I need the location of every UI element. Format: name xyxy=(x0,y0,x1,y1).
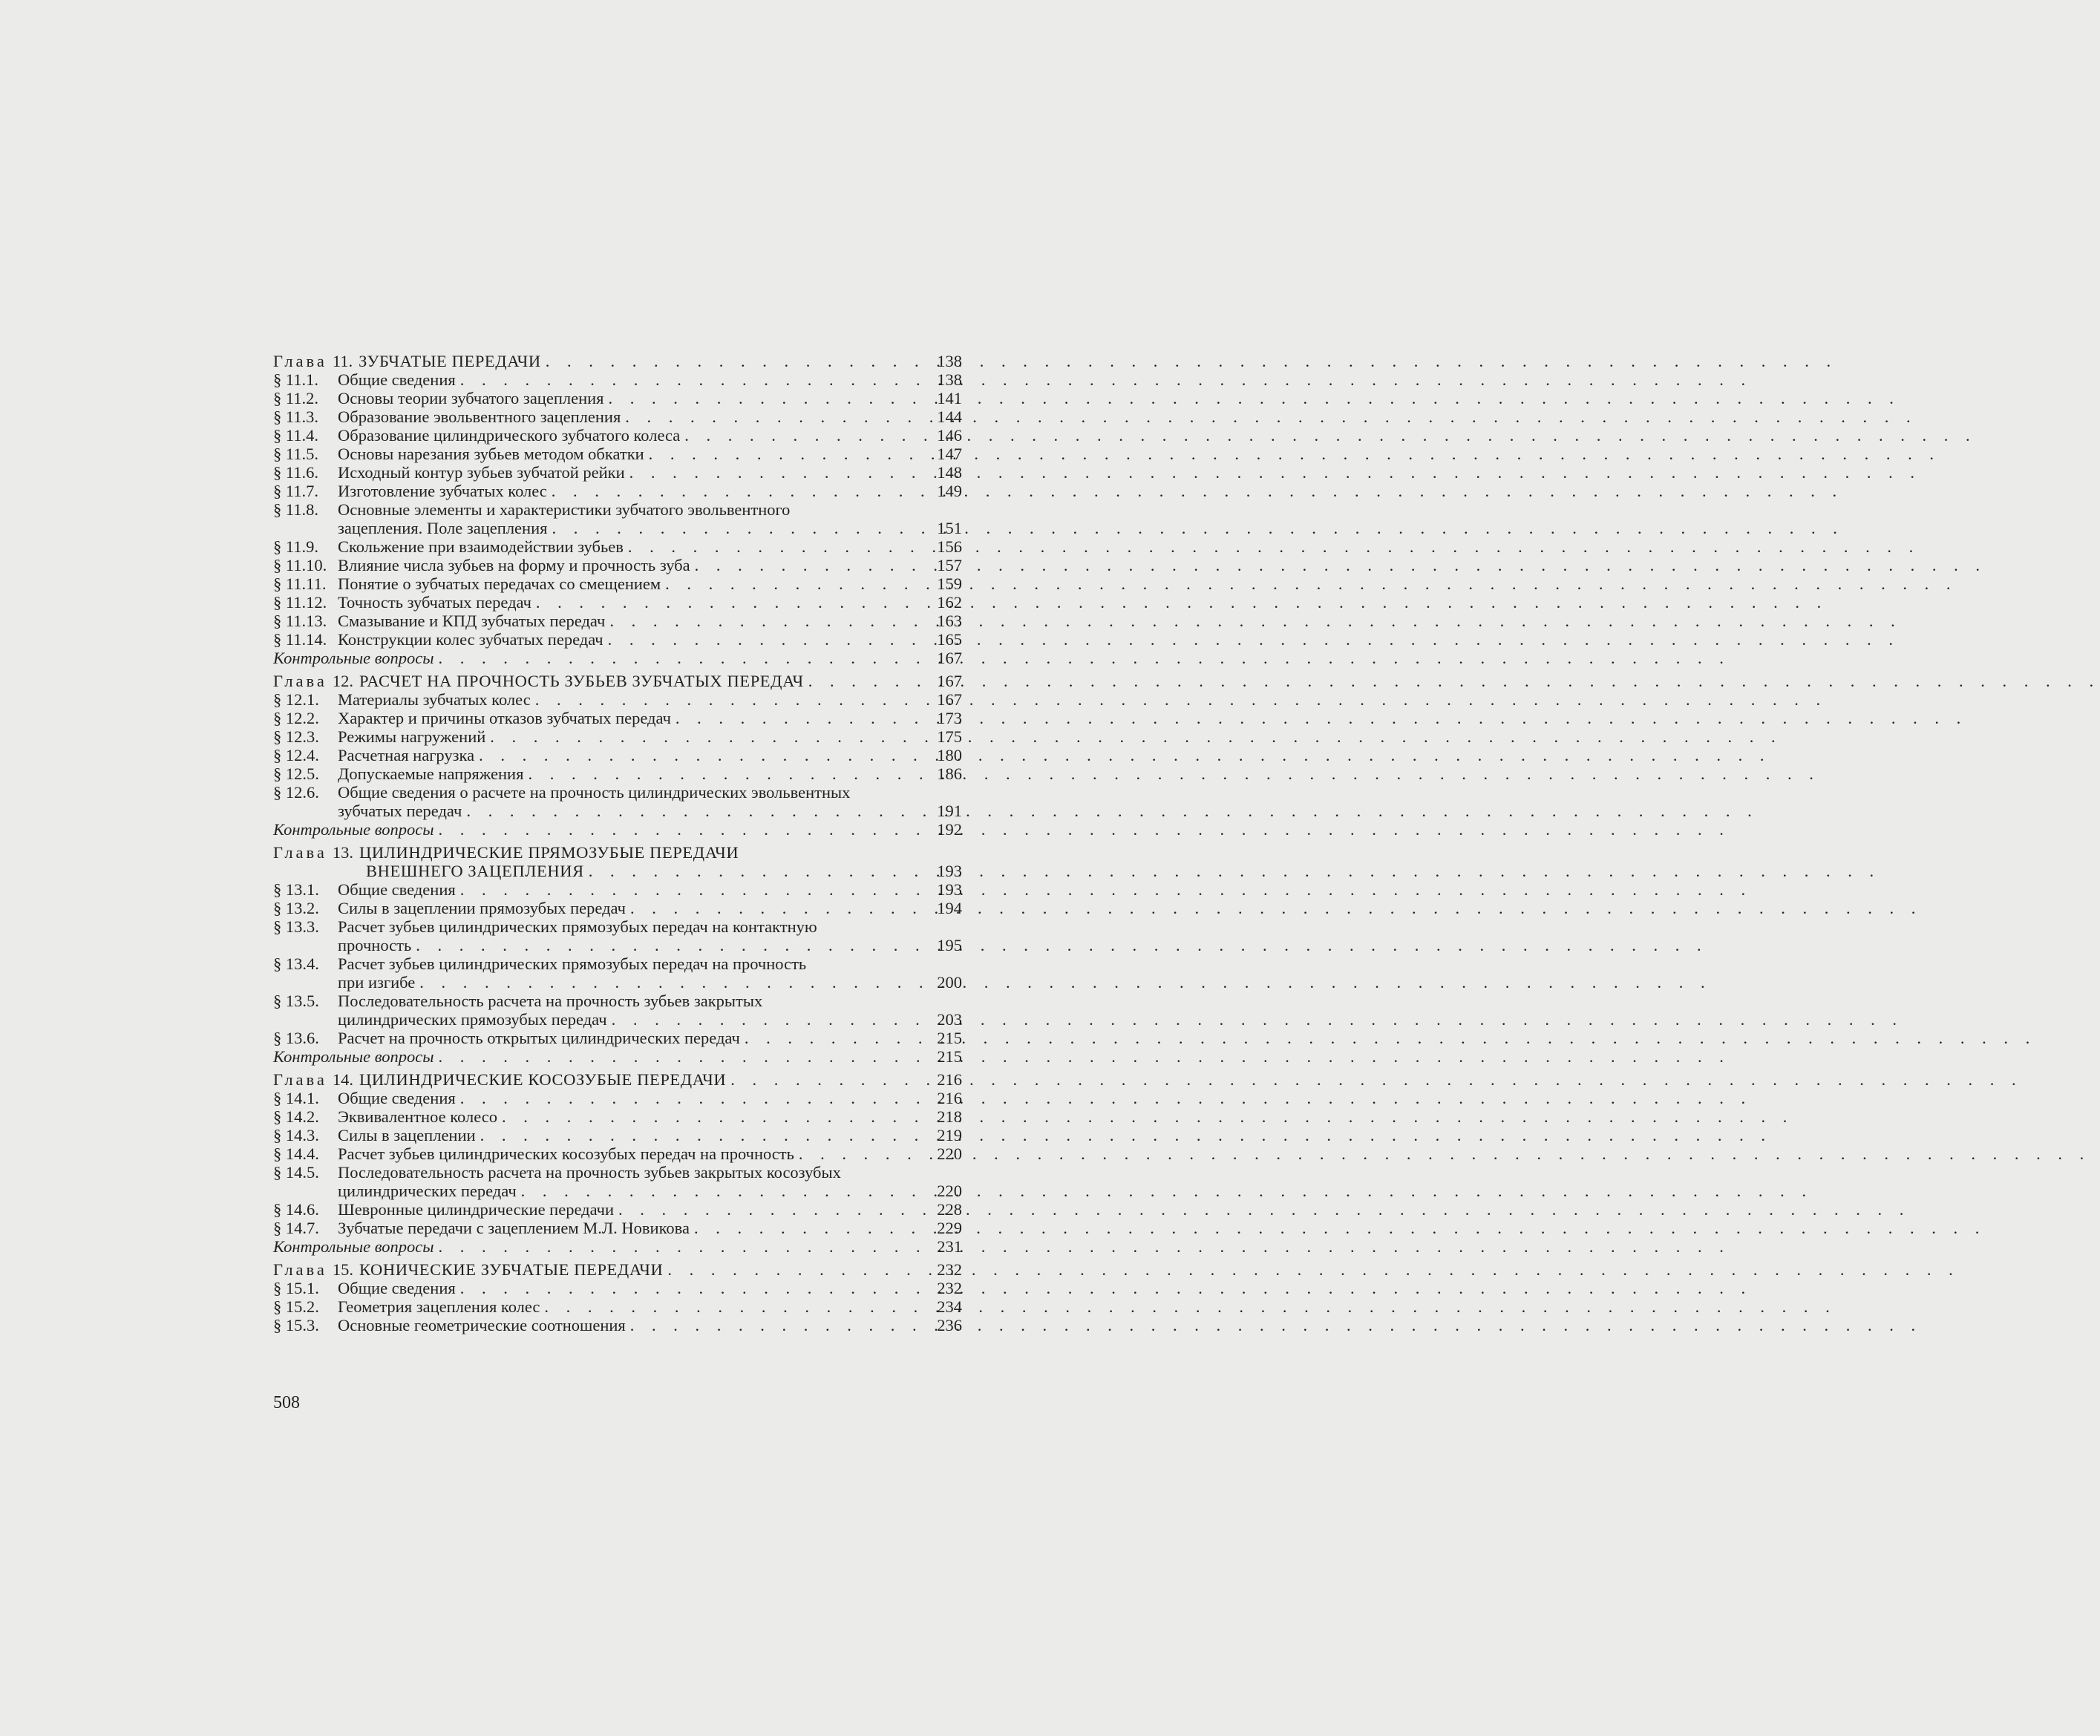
chapter-number: 15. xyxy=(332,1260,353,1279)
section-number: § 13.4. xyxy=(273,954,319,973)
section-title: Расчет зубьев цилиндрических косозубых передач на прочность xyxy=(338,1144,794,1163)
chapter-heading xyxy=(273,672,962,690)
section-title: Образование эвольвентного зацепления xyxy=(338,407,621,426)
section-number: § 11.14. xyxy=(273,630,327,649)
page-number: 167 xyxy=(937,649,962,667)
leader-dots xyxy=(547,482,931,500)
page-number: 229 xyxy=(937,1219,962,1237)
review-questions-title: Контрольные вопросы xyxy=(273,649,434,667)
section-title: Силы в зацеплении xyxy=(338,1126,476,1144)
page-number: 156 xyxy=(937,537,962,556)
leader-dots xyxy=(644,445,932,463)
toc-entry xyxy=(273,690,962,709)
leader-dots xyxy=(547,519,931,537)
page-number: 147 xyxy=(937,445,962,463)
leader-dots xyxy=(415,973,931,992)
page-number: 173 xyxy=(937,709,962,727)
toc-entry xyxy=(273,574,962,593)
leader-dots xyxy=(726,1070,931,1089)
chapter-title: ЦИЛИНДРИЧЕСКИЕ ПРЯМОЗУБЫЕ ПЕРЕДАЧИ xyxy=(359,843,739,862)
leader-dots xyxy=(740,1029,931,1047)
leader-dots xyxy=(584,862,932,880)
leader-dots xyxy=(523,764,931,783)
section-number: § 11.13. xyxy=(273,612,327,630)
section-title-continued: зубчатых передач xyxy=(338,802,462,820)
page-number: 200 xyxy=(937,973,962,992)
page-number: 162 xyxy=(937,593,962,612)
page-number: 175 xyxy=(937,727,962,746)
page-number: 215 xyxy=(937,1029,962,1047)
leader-dots xyxy=(497,1107,931,1126)
page-number: 138 xyxy=(937,370,962,389)
section-number: § 13.6. xyxy=(273,1029,319,1047)
toc-entry xyxy=(273,746,962,764)
table-of-contents xyxy=(273,352,962,1334)
section-number: § 11.8. xyxy=(273,500,319,519)
section-number: § 11.10. xyxy=(273,556,327,574)
section-title: Режимы нагружений xyxy=(338,727,486,746)
chapter-heading xyxy=(273,843,962,880)
page-number: 149 xyxy=(937,482,962,500)
section-title: Расчет зубьев цилиндрических прямозубых передач на контактную xyxy=(338,917,817,936)
chapter-label: Глава xyxy=(273,1260,327,1279)
page-number: 163 xyxy=(937,612,962,630)
toc-entry xyxy=(273,727,962,746)
leader-dots xyxy=(474,746,931,764)
leader-dots xyxy=(663,1260,931,1279)
section-number: § 11.12. xyxy=(273,593,327,612)
page-number: 167 xyxy=(937,672,962,690)
leader-dots xyxy=(517,1182,932,1200)
leader-dots xyxy=(614,1200,931,1219)
section-number: § 13.3. xyxy=(273,917,319,936)
section-number: § 11.3. xyxy=(273,407,319,426)
leader-dots xyxy=(531,593,931,612)
toc-entry xyxy=(273,917,962,954)
section-title: Последовательность расчета на прочность зубьев закрытых косозубых xyxy=(338,1163,841,1182)
page-number: 138 xyxy=(937,352,962,370)
toc-entry xyxy=(273,537,962,556)
leader-dots xyxy=(411,936,931,954)
leader-dots xyxy=(607,1010,932,1029)
toc-entry xyxy=(273,593,962,612)
review-questions-entry xyxy=(273,1047,962,1066)
chapter-number: 13. xyxy=(332,843,353,862)
leader-dots xyxy=(456,370,932,389)
toc-entry xyxy=(273,445,962,463)
leader-dots xyxy=(626,1316,931,1334)
folio-page-number: 508 xyxy=(273,1393,300,1412)
chapter-label: Глава xyxy=(273,352,327,370)
section-number: § 11.1. xyxy=(273,370,319,389)
section-title: Смазывание и КПД зубчатых передач xyxy=(338,612,606,630)
section-title: Расчет на прочность открытых цилиндрических передач xyxy=(338,1029,740,1047)
section-number: § 15.1. xyxy=(273,1279,319,1297)
section-title: Общие сведения xyxy=(338,1279,456,1297)
page-number: 193 xyxy=(937,862,962,880)
section-number: § 13.5. xyxy=(273,992,319,1010)
toc-entry xyxy=(273,954,962,992)
section-number: § 12.2. xyxy=(273,709,319,727)
toc-entry xyxy=(273,1144,962,1163)
leader-dots xyxy=(804,672,931,690)
chapter-number: 11. xyxy=(332,352,353,370)
section-title: Геометрия зацепления колес xyxy=(338,1297,540,1316)
section-title: Общие сведения о расчете на прочность цилиндрических эвольвентных xyxy=(338,783,851,802)
section-number: § 14.5. xyxy=(273,1163,319,1182)
section-number: § 11.9. xyxy=(273,537,319,556)
section-number: § 14.6. xyxy=(273,1200,319,1219)
page-number: 194 xyxy=(937,899,962,917)
page-number: 191 xyxy=(937,802,962,820)
leader-dots xyxy=(661,574,931,593)
page-number: 151 xyxy=(937,519,962,537)
section-title: Основы нарезания зубьев методом обкатки xyxy=(338,445,644,463)
toc-entry xyxy=(273,764,962,783)
section-number: § 12.5. xyxy=(273,764,319,783)
leader-dots xyxy=(485,727,931,746)
chapter-title: ЗУБЧАТЫЕ ПЕРЕДАЧИ xyxy=(359,352,541,370)
toc-entry xyxy=(273,500,962,537)
section-number: § 11.4. xyxy=(273,426,319,445)
review-questions-title: Контрольные вопросы xyxy=(273,820,434,839)
toc-entry xyxy=(273,482,962,500)
page-number: 203 xyxy=(937,1010,962,1029)
leader-dots xyxy=(690,556,932,574)
review-questions-title: Контрольные вопросы xyxy=(273,1237,434,1256)
chapter-title: ЦИЛИНДРИЧЕСКИЕ КОСОЗУБЫЕ ПЕРЕДАЧИ xyxy=(359,1070,727,1089)
chapter-title-continued: ВНЕШНЕГО ЗАЦЕПЛЕНИЯ xyxy=(366,862,584,880)
leader-dots xyxy=(456,1279,932,1297)
toc-entry xyxy=(273,1126,962,1144)
section-title: Эквивалентное колесо xyxy=(338,1107,497,1126)
section-title: Зубчатые передачи с зацеплением М.Л. Новикова xyxy=(338,1219,690,1237)
chapter-number: 14. xyxy=(332,1070,353,1089)
section-number: § 12.6. xyxy=(273,783,319,802)
section-number: § 11.11. xyxy=(273,574,327,593)
leader-dots xyxy=(621,407,931,426)
review-questions-title: Контрольные вопросы xyxy=(273,1047,434,1066)
chapter-title: КОНИЧЕСКИЕ ЗУБЧАТЫЕ ПЕРЕДАЧИ xyxy=(359,1260,664,1279)
toc-entry xyxy=(273,1279,962,1297)
chapter-heading xyxy=(273,1260,962,1279)
toc-entry xyxy=(273,1089,962,1107)
review-questions-entry xyxy=(273,649,962,667)
section-title: Допускаемые напряжения xyxy=(338,764,524,783)
page-number: 219 xyxy=(937,1126,962,1144)
section-number: § 14.2. xyxy=(273,1107,319,1126)
chapter-number: 12. xyxy=(332,672,353,690)
toc-entry xyxy=(273,556,962,574)
section-number: § 11.5. xyxy=(273,445,319,463)
toc-entry xyxy=(273,612,962,630)
leader-dots xyxy=(671,709,931,727)
leader-dots xyxy=(476,1126,932,1144)
toc-entry xyxy=(273,407,962,426)
section-title: Основные геометрические соотношения xyxy=(338,1316,626,1334)
chapter-label: Глава xyxy=(273,672,327,690)
section-title: Расчет зубьев цилиндрических прямозубых передач на прочность xyxy=(338,954,807,973)
page-number: 195 xyxy=(937,936,962,954)
section-number: § 14.4. xyxy=(273,1144,319,1163)
leader-dots xyxy=(605,612,931,630)
section-title-continued: цилиндрических передач xyxy=(338,1182,517,1200)
page-number: 144 xyxy=(937,407,962,426)
leader-dots xyxy=(434,649,931,667)
chapter-title: РАСЧЕТ НА ПРОЧНОСТЬ ЗУБЬЕВ ЗУБЧАТЫХ ПЕРЕДАЧ xyxy=(359,672,804,690)
toc-entry xyxy=(273,389,962,407)
section-title: Скольжение при взаимодействии зубьев xyxy=(338,537,624,556)
page-number: 218 xyxy=(937,1107,962,1126)
toc-entry xyxy=(273,1107,962,1126)
leader-dots xyxy=(794,1144,931,1163)
page-number: 216 xyxy=(937,1089,962,1107)
section-number: § 14.3. xyxy=(273,1126,319,1144)
section-number: § 12.4. xyxy=(273,746,319,764)
chapter-label: Глава xyxy=(273,1070,327,1089)
leader-dots xyxy=(456,1089,932,1107)
page-number: 157 xyxy=(937,556,962,574)
page-number: 146 xyxy=(937,426,962,445)
chapter-label: Глава xyxy=(273,843,327,862)
leader-dots xyxy=(604,389,932,407)
leader-dots xyxy=(625,463,932,482)
section-title: Общие сведения xyxy=(338,1089,456,1107)
page-number: 236 xyxy=(937,1316,962,1334)
leader-dots xyxy=(603,630,932,649)
toc-entry xyxy=(273,880,962,899)
section-title: Образование цилиндрического зубчатого колеса xyxy=(338,426,681,445)
page-number: 159 xyxy=(937,574,962,593)
page-number: 228 xyxy=(937,1200,962,1219)
page-number: 180 xyxy=(937,746,962,764)
page-number: 167 xyxy=(937,690,962,709)
section-title: Понятие о зубчатых передачах со смещением xyxy=(338,574,661,593)
toc-entry xyxy=(273,899,962,917)
chapter-heading xyxy=(273,1070,962,1089)
toc-entry xyxy=(273,1163,962,1200)
section-number: § 13.1. xyxy=(273,880,319,899)
section-number: § 13.2. xyxy=(273,899,319,917)
leader-dots xyxy=(462,802,931,820)
page-number: 231 xyxy=(937,1237,962,1256)
leader-dots xyxy=(434,1047,931,1066)
leader-dots xyxy=(456,880,932,899)
section-number: § 15.2. xyxy=(273,1297,319,1316)
toc-entry xyxy=(273,709,962,727)
leader-dots xyxy=(434,820,931,839)
page-number: 165 xyxy=(937,630,962,649)
toc-entry xyxy=(273,1200,962,1219)
page-number: 220 xyxy=(937,1144,962,1163)
page-number: 232 xyxy=(937,1260,962,1279)
section-number: § 12.3. xyxy=(273,727,319,746)
section-number: § 11.7. xyxy=(273,482,319,500)
section-number: § 14.1. xyxy=(273,1089,319,1107)
page-number: 193 xyxy=(937,880,962,899)
section-title: Изготовление зубчатых колес xyxy=(338,482,547,500)
chapter-heading xyxy=(273,352,962,370)
page-number: 232 xyxy=(937,1279,962,1297)
section-number: § 11.6. xyxy=(273,463,319,482)
section-title-continued: зацепления. Поле зацепления xyxy=(338,519,548,537)
leader-dots xyxy=(624,537,931,556)
section-title: Общие сведения xyxy=(338,370,456,389)
section-title-continued: при изгибе xyxy=(338,973,416,992)
section-title-continued: прочность xyxy=(338,936,412,954)
page-number: 234 xyxy=(937,1297,962,1316)
toc-entry xyxy=(273,1029,962,1047)
page-number: 220 xyxy=(937,1182,962,1200)
section-number: § 11.2. xyxy=(273,389,319,407)
section-title: Расчетная нагрузка xyxy=(338,746,475,764)
section-title: Материалы зубчатых колес xyxy=(338,690,531,709)
section-title: Характер и причины отказов зубчатых передач xyxy=(338,709,671,727)
page-number: 186 xyxy=(937,764,962,783)
section-title: Конструкции колес зубчатых передач xyxy=(338,630,603,649)
toc-entry xyxy=(273,783,962,820)
toc-entry xyxy=(273,370,962,389)
toc-entry xyxy=(273,463,962,482)
leader-dots xyxy=(434,1237,931,1256)
toc-entry xyxy=(273,992,962,1029)
toc-entry xyxy=(273,630,962,649)
toc-entry xyxy=(273,1219,962,1237)
leader-dots xyxy=(531,690,932,709)
toc-entry xyxy=(273,426,962,445)
section-title: Силы в зацеплении прямозубых передач xyxy=(338,899,626,917)
section-title: Основные элементы и характеристики зубчатого эвольвентного xyxy=(338,500,791,519)
leader-dots xyxy=(690,1219,931,1237)
review-questions-entry xyxy=(273,1237,962,1256)
review-questions-entry xyxy=(273,820,962,839)
section-title: Исходный контур зубьев зубчатой рейки xyxy=(338,463,625,482)
page-number: 216 xyxy=(937,1070,962,1089)
leader-dots xyxy=(680,426,931,445)
section-title: Основы теории зубчатого зацепления xyxy=(338,389,604,407)
section-number: § 14.7. xyxy=(273,1219,319,1237)
section-title: Точность зубчатых передач xyxy=(338,593,531,612)
section-title: Общие сведения xyxy=(338,880,456,899)
section-title-continued: цилиндрических прямозубых передач xyxy=(338,1010,607,1029)
toc-entry xyxy=(273,1316,962,1334)
section-title: Влияние числа зубьев на форму и прочность зуба xyxy=(338,556,690,574)
section-title: Шевронные цилиндрические передачи xyxy=(338,1200,615,1219)
page-number: 141 xyxy=(937,389,962,407)
leader-dots xyxy=(626,899,931,917)
leader-dots xyxy=(541,352,932,370)
toc-entry xyxy=(273,1297,962,1316)
section-number: § 15.3. xyxy=(273,1316,319,1334)
page-number: 192 xyxy=(937,820,962,839)
section-number: § 12.1. xyxy=(273,690,319,709)
leader-dots xyxy=(540,1297,931,1316)
page-number: 148 xyxy=(937,463,962,482)
page-number: 215 xyxy=(937,1047,962,1066)
section-title: Последовательность расчета на прочность зубьев закрытых xyxy=(338,992,763,1010)
